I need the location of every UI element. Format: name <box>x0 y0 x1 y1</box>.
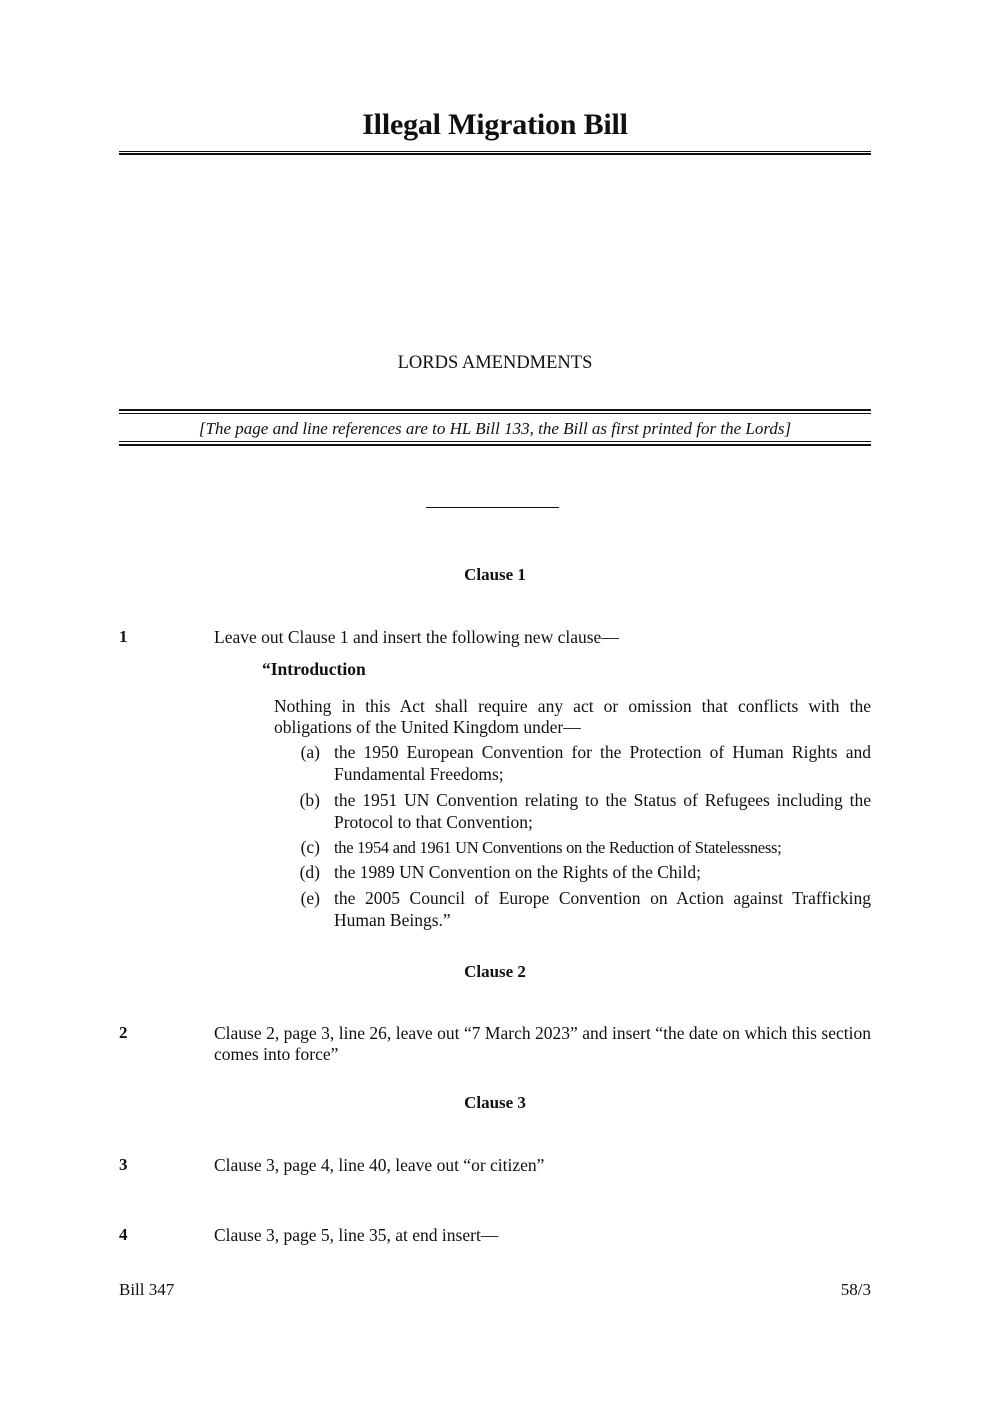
amendment-text: Clause 3, page 4, line 40, leave out “or citizen” <box>214 1155 545 1175</box>
paragraph-text: the 1989 UN Convention on the Rights of the Child; <box>334 862 701 882</box>
amendment-number: 4 <box>119 1225 128 1244</box>
paragraph-text: the 1954 and 1961 UN Conventions on the Reduction of Statelessness; <box>334 838 782 857</box>
section-divider <box>426 507 559 508</box>
reference-note: [The page and line references are to HL Bill 133, the Bill as first printed for the Lords] <box>198 419 792 438</box>
reference-rule-bottom-thin <box>119 441 871 442</box>
paragraph-text: the 1950 European Convention for the Protection of Human Rights and Fundamental Freedoms; <box>334 742 871 784</box>
clause-heading: Clause 2 <box>464 962 526 981</box>
reference-rule-top-thin <box>119 413 871 414</box>
amendment-text: Clause 2, page 3, line 26, leave out “7 March 2023” and insert “the date on which this section comes into force” <box>214 1023 871 1064</box>
paragraph-text: the 1951 UN Convention relating to the Status of Refugees including the Protocol to that Convention; <box>334 790 871 832</box>
new-clause-title: “Introduction <box>262 659 366 679</box>
title-rule-thin <box>119 151 871 152</box>
reference-rule-top-thick <box>119 409 871 411</box>
paragraph-text: the 2005 Council of Europe Convention on Action against Trafficking Human Beings.” <box>334 888 871 930</box>
document-subtitle: LORDS AMENDMENTS <box>397 353 593 373</box>
paragraph-label: (c) <box>300 837 320 857</box>
paragraph-label: (d) <box>299 862 320 882</box>
amendment-number: 2 <box>119 1023 128 1042</box>
amendment-text: Clause 3, page 5, line 35, at end insert— <box>214 1225 499 1245</box>
paragraph-label: (a) <box>300 742 320 762</box>
bill-number: Bill 347 <box>119 1280 175 1299</box>
page-reference: 58/3 <box>840 1280 871 1299</box>
amendment-number: 1 <box>119 627 128 646</box>
clause-heading: Clause 3 <box>464 1093 526 1112</box>
amendment-text: Leave out Clause 1 and insert the following new clause— <box>214 627 619 647</box>
reference-rule-bottom-thick <box>119 444 871 446</box>
document-title: Illegal Migration Bill <box>362 108 628 141</box>
paragraph-label: (e) <box>300 888 320 908</box>
new-clause-body: Nothing in this Act shall require any act or omission that conflicts with the obligations of the United Kingdom under— <box>274 696 871 737</box>
title-rule-thick <box>119 153 871 155</box>
clause-heading: Clause 1 <box>464 565 526 584</box>
paragraph-label: (b) <box>299 790 320 810</box>
amendment-number: 3 <box>119 1155 128 1174</box>
